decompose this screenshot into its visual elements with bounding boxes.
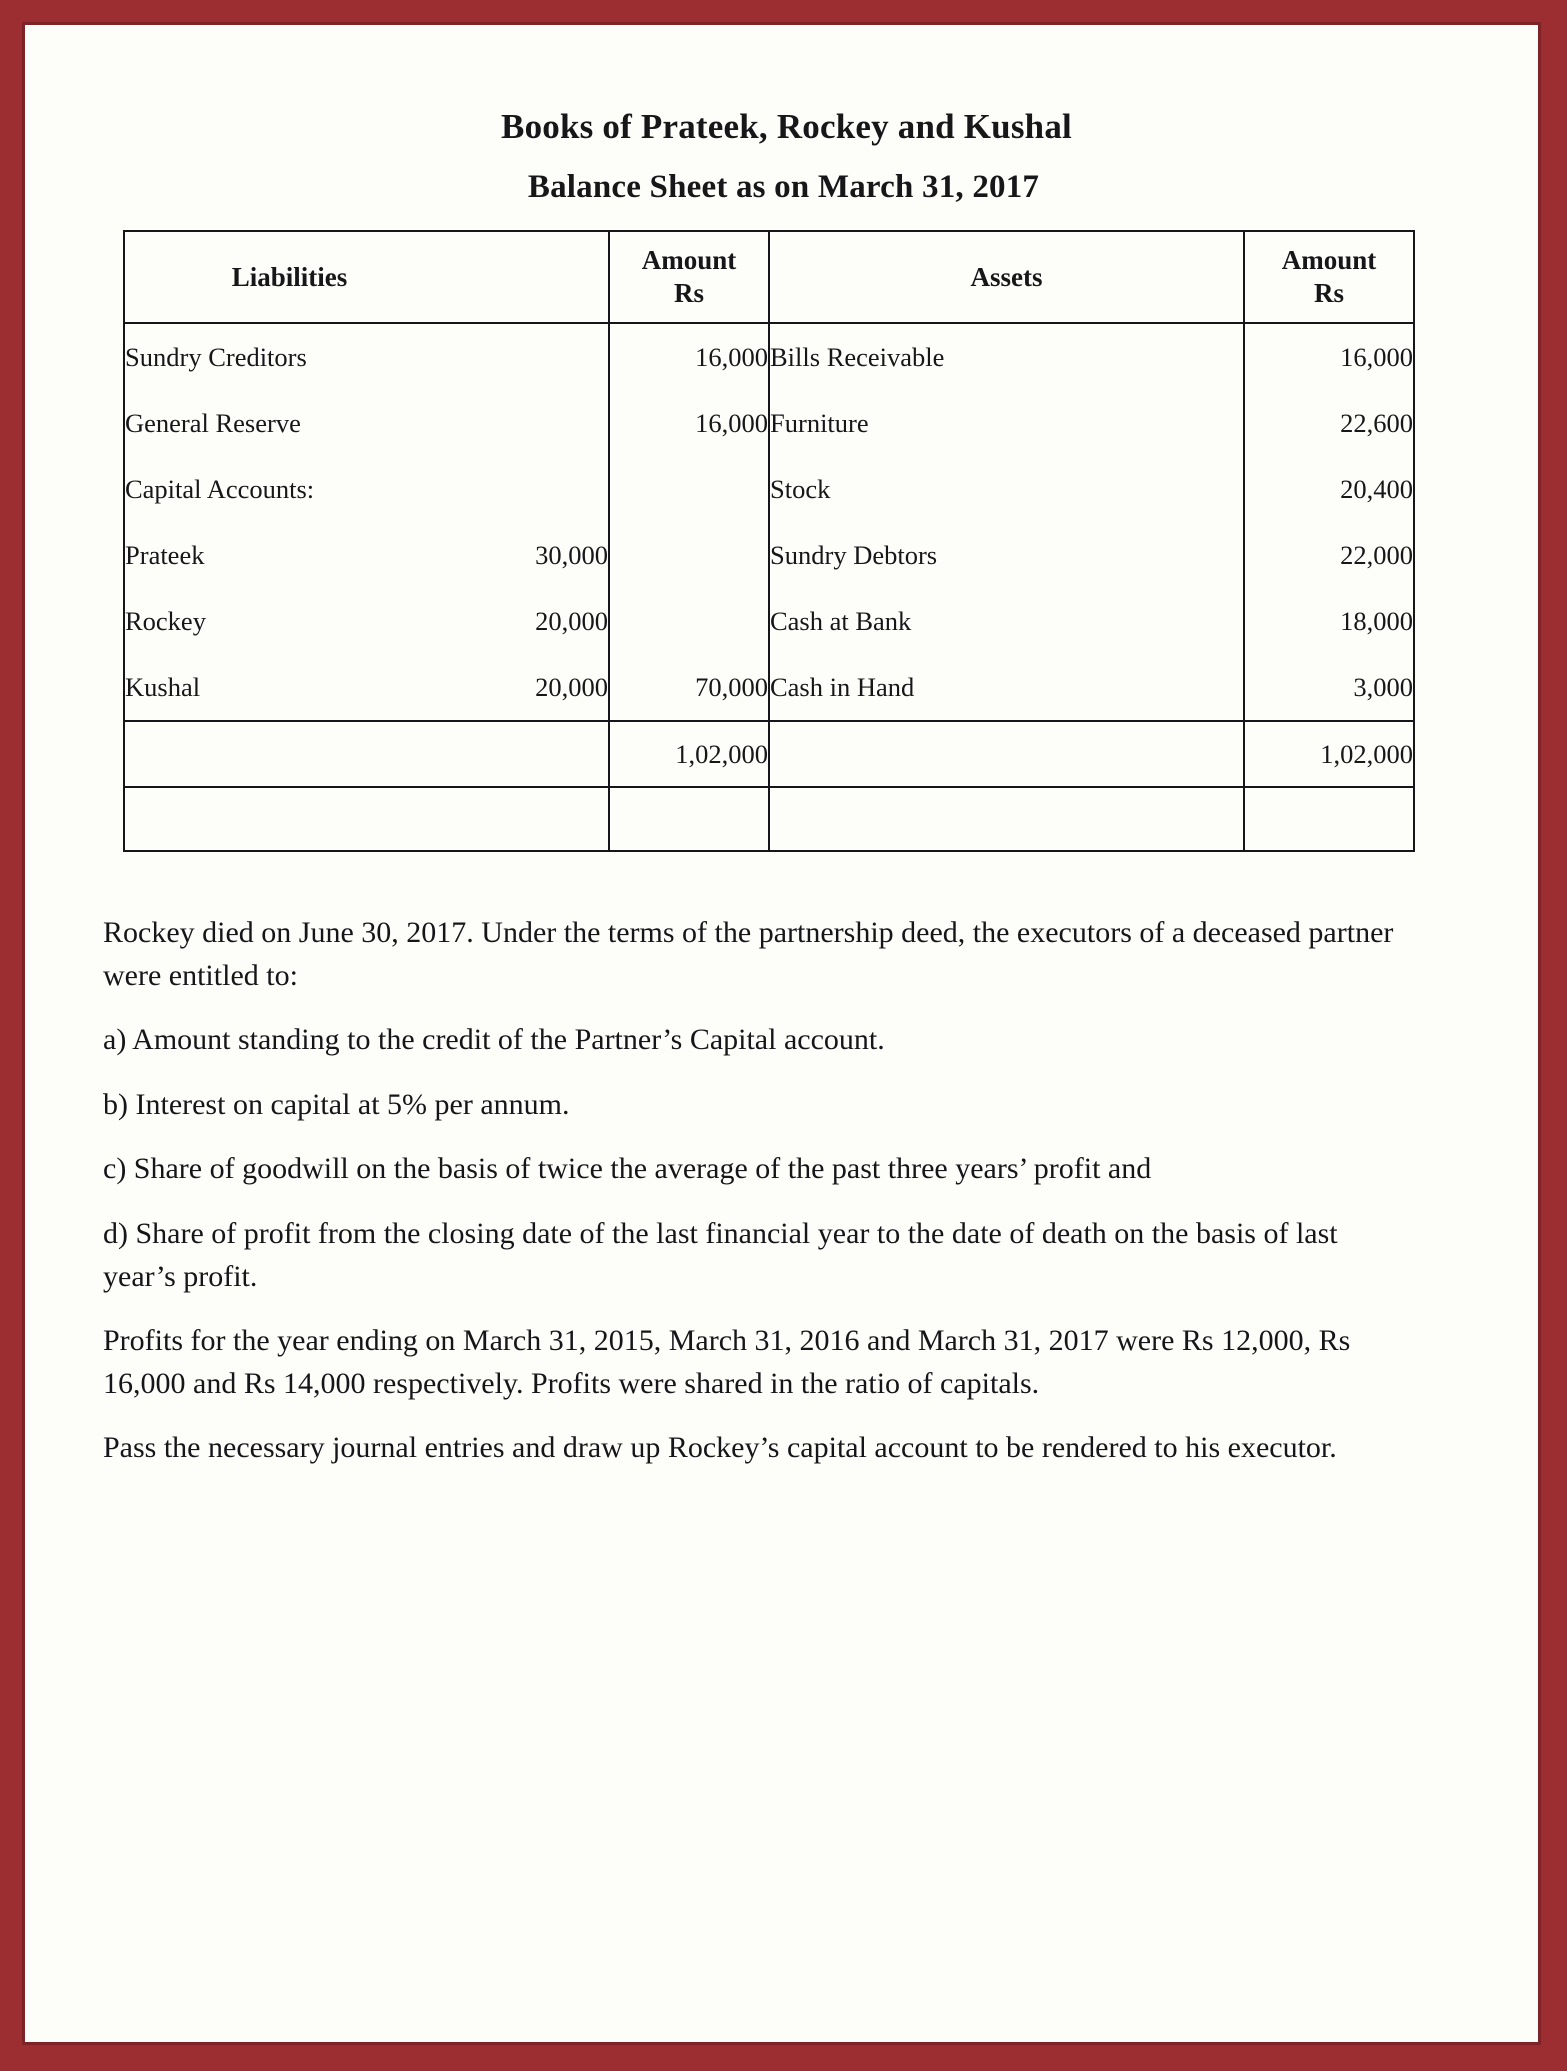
amount-right-label-line2: Rs bbox=[1313, 278, 1344, 308]
asset-amount: 3,000 bbox=[1244, 654, 1414, 721]
liability-label: Prateek bbox=[124, 522, 454, 588]
table-row bbox=[124, 522, 1414, 588]
narrative-item-b: b) Interest on capital at 5% per annum. bbox=[103, 1087, 570, 1121]
liability-label: Rockey bbox=[124, 588, 454, 654]
asset-amount: 20,400 bbox=[1244, 456, 1414, 522]
table-total-row bbox=[124, 721, 1414, 787]
liability-label: General Reserve bbox=[124, 390, 454, 456]
asset-label: Cash at Bank bbox=[769, 588, 1244, 654]
liability-subamount: 20,000 bbox=[535, 671, 608, 702]
narrative-item-d: d) Share of profit from the closing date of the last financial year to the date of death on the basis of last year’s profit. bbox=[103, 1216, 1338, 1293]
liability-subamount bbox=[454, 323, 609, 390]
column-header-assets: Assets bbox=[769, 231, 1244, 323]
balance-sheet-container bbox=[123, 230, 1413, 852]
assets-total: 1,02,000 bbox=[1244, 721, 1414, 787]
closing-cell-amount-right bbox=[1244, 787, 1414, 851]
total-subtotal-rule bbox=[454, 721, 609, 787]
table-row bbox=[124, 456, 1414, 522]
liabilities-total: 1,02,000 bbox=[609, 721, 769, 787]
asset-amount: 18,000 bbox=[1244, 588, 1414, 654]
liability-subamount bbox=[454, 456, 609, 522]
closing-cell-liabilities bbox=[124, 787, 454, 851]
liability-label: Capital Accounts: bbox=[124, 456, 454, 522]
liability-amount: 16,000 bbox=[609, 390, 769, 456]
narrative-profits: Profits for the year ending on March 31, 2015, March 31, 2016 and March 31, 2017 were Rs 12,000, Rs 16,000 and Rs 14,000 respectively. Profits were shared in the ratio of capitals. bbox=[103, 1324, 1351, 1400]
liability-subamount: 20,000 bbox=[535, 605, 608, 636]
liability-amount bbox=[609, 588, 769, 654]
table-closing-row bbox=[124, 787, 1414, 851]
asset-amount: 22,000 bbox=[1244, 522, 1414, 588]
table-header-row bbox=[124, 231, 1414, 323]
amount-left-label-line2: Rs bbox=[673, 278, 704, 308]
liability-subamount bbox=[454, 390, 609, 456]
narrative-item-c: c) Share of goodwill on the basis of twice the average of the past three years’ profit and bbox=[103, 1152, 1152, 1186]
narrative-section bbox=[103, 912, 1460, 1470]
liability-amount: 70,000 bbox=[609, 654, 769, 721]
liability-label: Sundry Creditors bbox=[124, 323, 454, 390]
asset-label: Stock bbox=[769, 456, 1244, 522]
amount-left-label-line1: Amount bbox=[641, 245, 737, 276]
closing-cell-amount-left bbox=[609, 787, 769, 851]
liability-amount bbox=[609, 456, 769, 522]
table-row bbox=[124, 323, 1414, 390]
table-row bbox=[124, 588, 1414, 654]
total-label-spacer bbox=[124, 721, 454, 787]
liability-subamount: 30,000 bbox=[535, 539, 608, 570]
column-header-amount-right bbox=[1244, 231, 1414, 323]
page-inner-frame bbox=[22, 22, 1541, 2045]
liability-amount bbox=[609, 522, 769, 588]
page-title: Books of Prateek, Rockey and Kushal bbox=[501, 107, 1072, 146]
closing-cell-assets bbox=[769, 787, 1244, 851]
asset-amount: 16,000 bbox=[1244, 323, 1414, 390]
liability-label: Kushal bbox=[124, 654, 454, 721]
closing-cell-liabilities-sub bbox=[454, 787, 609, 851]
narrative-instruction: Pass the necessary journal entries and draw up Rockey’s capital account to be rendered to his executor. bbox=[103, 1431, 1337, 1465]
page-subtitle: Balance Sheet as on March 31, 2017 bbox=[527, 169, 1040, 205]
narrative-intro: Rockey died on June 30, 2017. Under the terms of the partnership deed, the executors of a deceased partner were entitled to: bbox=[103, 916, 1394, 992]
asset-label: Bills Receivable bbox=[769, 323, 1244, 390]
balance-sheet-table bbox=[123, 230, 1415, 852]
column-header-liabilities-spacer bbox=[454, 231, 609, 323]
column-header-liabilities: Liabilities bbox=[124, 231, 454, 323]
assets-total-label-spacer bbox=[769, 721, 1244, 787]
asset-label: Sundry Debtors bbox=[769, 522, 1244, 588]
document-page bbox=[25, 25, 1538, 2042]
amount-right-label-line1: Amount bbox=[1281, 245, 1377, 276]
table-row bbox=[124, 390, 1414, 456]
column-header-amount-left bbox=[609, 231, 769, 323]
narrative-item-a: a) Amount standing to the credit of the Partner’s Capital account. bbox=[103, 1023, 885, 1057]
asset-amount: 22,600 bbox=[1244, 390, 1414, 456]
table-row bbox=[124, 654, 1414, 721]
asset-label: Cash in Hand bbox=[769, 654, 1244, 721]
asset-label: Furniture bbox=[769, 390, 1244, 456]
liability-amount: 16,000 bbox=[609, 323, 769, 390]
